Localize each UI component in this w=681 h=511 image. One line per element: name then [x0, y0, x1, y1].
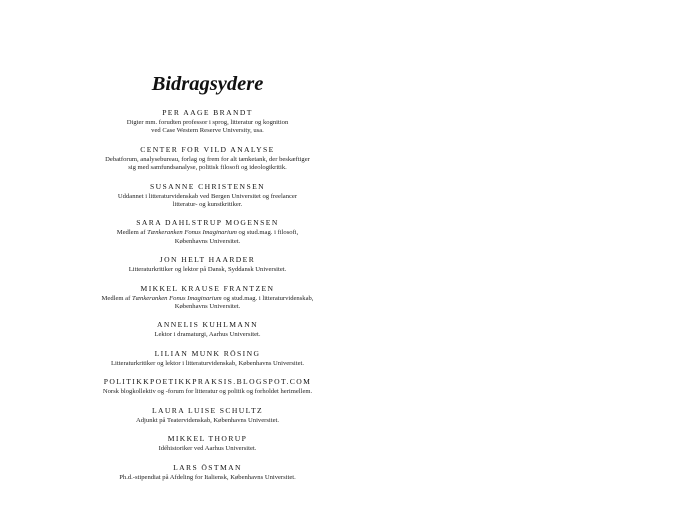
- description-line: [80, 193, 335, 201]
- contributor-entry: [80, 349, 335, 368]
- description-text: og stud.mag. i litteraturvidenskab,: [221, 294, 314, 302]
- contributor-entry: [80, 218, 335, 246]
- description-text: Københavns Universitet.: [174, 303, 241, 311]
- contributor-name: PER AAGE BRANDT: [162, 108, 253, 117]
- contributor-name: POLITIKKPOETIKKPRAKSIS.BLOGSPOT.COM: [103, 377, 312, 387]
- description-text: Digter mm. forudten professor i sprog, litteratur og kognition: [126, 119, 289, 126]
- description-text: Litteraturkritiker og lektor på Dansk, Syddansk Universitet.: [128, 266, 287, 274]
- contributor-name: MIKKEL KRAUSE FRANTZEN: [140, 283, 275, 293]
- contributors-column: [80, 72, 335, 491]
- description-text: Adjunkt på Teatervidenskab, Københavns Universitet.: [136, 416, 279, 424]
- description-line: [80, 445, 335, 453]
- contributor-description: [80, 119, 335, 136]
- description-line: [80, 127, 335, 135]
- contributor-description: [80, 193, 335, 210]
- contributor-name: MIKKEL THORUP: [167, 434, 248, 444]
- description-text: Medlem af: [116, 229, 148, 237]
- contributor-description: [80, 266, 335, 274]
- description-text: Debatforum, analysebureau, forlag og frem for alt tænketank, der beskæftiger: [105, 155, 310, 163]
- contributor-entry: [80, 108, 335, 136]
- contributor-entry: [80, 434, 335, 453]
- contributor-list: [80, 108, 335, 482]
- italic-title-text: Tænkeranken Fonus Imaginarium: [131, 294, 222, 302]
- description-text: Medlem af: [101, 294, 132, 302]
- contributor-description: [80, 360, 335, 368]
- contributor-name: JON HELT HAARDER: [159, 255, 256, 265]
- description-text: og stud.mag. i filosofi,: [236, 229, 299, 237]
- contributor-name: LAURA LUISE SCHULTZ: [151, 405, 264, 415]
- contributor-description: [80, 295, 335, 312]
- contributor-name: CENTER FOR VILD ANALYSE: [140, 144, 275, 154]
- contributor-description: [80, 474, 335, 482]
- description-line: [80, 164, 335, 172]
- contributor-entry: [80, 284, 335, 312]
- contributor-entry: [80, 377, 335, 396]
- description-line: [80, 295, 335, 303]
- description-text: Københavns Universitet.: [174, 237, 241, 245]
- description-line: [80, 388, 335, 396]
- contributor-entry: [80, 320, 335, 339]
- description-text: Uddannet i litteraturvidenskab ved Bergen Universitet og freelancer: [117, 192, 298, 200]
- description-line: [80, 474, 335, 482]
- contributor-name: LARS ÖSTMAN: [173, 462, 242, 472]
- description-line: [80, 156, 335, 164]
- contributor-description: [80, 331, 335, 339]
- description-text: Idéhistoriker ved Aarhus Universitet.: [158, 445, 257, 453]
- description-line: [80, 303, 335, 311]
- contributor-entry: [80, 406, 335, 425]
- contributor-description: [80, 445, 335, 453]
- contributor-description: [80, 229, 335, 246]
- contributor-name: SARA DAHLSTRUP MOGENSEN: [136, 218, 279, 228]
- contributor-entry: [80, 463, 335, 482]
- description-line: [80, 417, 335, 425]
- description-line: [80, 119, 335, 127]
- contributor-description: [80, 417, 335, 425]
- contributor-entry: [80, 182, 335, 210]
- description-text: Norsk blogkollektiv og -forum for litteratur og politik og forholdet herimellem.: [102, 388, 313, 396]
- description-line: [80, 331, 335, 339]
- description-text: litteratur- og kunstkritiker.: [172, 201, 243, 209]
- page-title: Bidragsydere: [151, 73, 264, 95]
- description-text: Lektor i dramaturgi, Aarhus Universitet.: [154, 331, 261, 339]
- contributor-name: SUSANNE CHRISTENSEN: [150, 181, 265, 191]
- description-line: [80, 266, 335, 274]
- description-text: Ph.d.-stipendiat på Afdeling for Italiensk, Københavns Universitet.: [119, 473, 296, 481]
- contributor-description: [80, 388, 335, 396]
- description-text: Litteraturkritiker og lektor i litteraturvidenskab, Københavns Universitet.: [111, 359, 304, 367]
- italic-title-text: Tænkeranken Fonus Imaginarium: [147, 229, 237, 237]
- contributor-description: [80, 156, 335, 173]
- description-text: sig med samfundsanalyse, politisk filosofi og ideologikritik.: [128, 164, 287, 172]
- description-line: [80, 229, 335, 237]
- description-line: [80, 201, 335, 209]
- description-line: [80, 360, 335, 368]
- contributor-entry: [80, 145, 335, 173]
- description-text: ved Case Western Reserve University, usa.: [151, 127, 264, 135]
- contributor-entry: [80, 255, 335, 274]
- contributor-name: LILIAN MUNK RÖSING: [154, 348, 261, 358]
- contributor-name: ANNELIS KUHLMANN: [156, 320, 259, 330]
- description-line: [80, 238, 335, 246]
